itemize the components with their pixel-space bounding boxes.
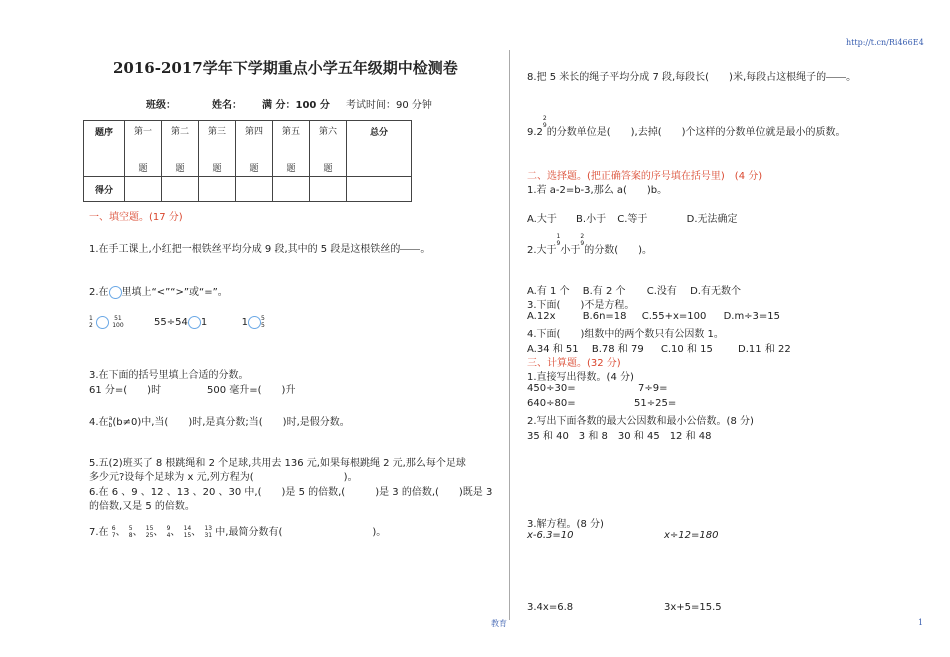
question-6-line1: 6.在 6 、9 、12 、13 、20 、30 中,( )是 5 的倍数,( )是 3 的倍数,( )既是 3 bbox=[89, 487, 493, 498]
question-7: 7.在 6 7、 5 8、 15 25、 9 4、 14 15、 13 31 中,最简分数有( )。 bbox=[89, 525, 387, 539]
score-cell-6[interactable] bbox=[310, 177, 347, 202]
equation-2: x÷12=180 bbox=[664, 530, 719, 541]
score-table-header-label: 题序 bbox=[84, 121, 125, 177]
question-5-line2: 多少元?设每个足球为 x 元,列方程为( )。 bbox=[89, 472, 358, 483]
equation-3: 3.4x=6.8 bbox=[527, 602, 574, 613]
question-8: 8.把 5 米长的绳子平均分成 7 段,每段长( )米,每段占这根绳子的 。 bbox=[527, 68, 856, 85]
score-table-col-3: 第三 题 bbox=[199, 121, 236, 177]
calc-3: 3.解方程。(8 分) bbox=[527, 519, 604, 530]
calc-1-item-4: 51÷25= bbox=[634, 398, 677, 409]
score-table-col-5: 第五 题 bbox=[273, 121, 310, 177]
score-table-col-1: 第一 题 bbox=[125, 121, 162, 177]
calc-1: 1.直接写出得数。(4 分) bbox=[527, 372, 634, 383]
choice-4-options: A.34 和 51 B.78 和 79 C.10 和 15 D.11 和 22 bbox=[527, 344, 791, 355]
calc-1-item-1: 450÷30= bbox=[527, 383, 576, 394]
calc-2: 2.写出下面各数的最大公因数和最小公倍数。(8 分) bbox=[527, 416, 754, 427]
question-3-a: 61 分=( )时 bbox=[89, 385, 162, 396]
compare-circle[interactable] bbox=[109, 286, 122, 299]
section3-heading: 三、计算题。(32 分) bbox=[527, 358, 621, 369]
footer-center-link[interactable]: 教育 bbox=[491, 619, 507, 628]
question-2-row: 1 2 51 100 55÷54 1 1 5 5 bbox=[89, 315, 265, 329]
score-cell-5[interactable] bbox=[273, 177, 310, 202]
score-cell-2[interactable] bbox=[162, 177, 199, 202]
header-url[interactable]: http://t.cn/Ri466E4 bbox=[846, 38, 924, 47]
score-cell-1[interactable] bbox=[125, 177, 162, 202]
choice-1: 1.若 a-2=b-3,那么 a( )b。 bbox=[527, 185, 668, 196]
page-number: 1 bbox=[918, 618, 924, 627]
exam-time-label: 考试时间：90 分钟 bbox=[346, 100, 432, 111]
question-3: 3.在下面的括号里填上合适的分数。 bbox=[89, 370, 249, 381]
choice-1-options: A.大于 B.小于 C.等于 D.无法确定 bbox=[527, 214, 738, 225]
score-table-total: 总分 bbox=[347, 121, 412, 177]
compare-circle-1[interactable] bbox=[96, 316, 109, 329]
equation-1: x-6.3=10 bbox=[527, 530, 574, 541]
class-label: 班级： bbox=[146, 100, 176, 111]
choice-3-options: A.12x B.6n=18 C.55+x=100 D.m÷3=15 bbox=[527, 311, 781, 322]
score-cell-4[interactable] bbox=[236, 177, 273, 202]
equation-4: 3x+5=15.5 bbox=[664, 602, 722, 613]
column-divider bbox=[509, 50, 510, 620]
score-table-col-6: 第六 题 bbox=[310, 121, 347, 177]
question-6-line2: 的倍数,又是 5 的倍数。 bbox=[89, 501, 195, 512]
full-score-label: 满 分：100 分 bbox=[262, 100, 330, 111]
question-4: 4.在a b(b≠0)中,当( )时,是真分数;当( )时,是假分数。 bbox=[89, 415, 350, 429]
question-3-b: 500 毫升=( )升 bbox=[207, 385, 296, 396]
choice-4: 4.下面( )组数中的两个数只有公因数 1。 bbox=[527, 329, 724, 340]
choice-2-options: A.有 1 个 B.有 2 个 C.没有 D.有无数个 bbox=[527, 286, 741, 297]
score-cell-3[interactable] bbox=[199, 177, 236, 202]
calc-1-item-3: 640÷80= bbox=[527, 398, 576, 409]
exam-title: 2016-2017学年下学期重点小学五年级期中检测卷 bbox=[113, 59, 458, 77]
name-label: 姓名： bbox=[212, 100, 242, 111]
compare-circle-2[interactable] bbox=[188, 316, 201, 329]
compare-circle-3[interactable] bbox=[248, 316, 261, 329]
score-table-score-label: 得分 bbox=[84, 177, 125, 202]
question-2: 2.在 里填上“<”“>”或“=”。 bbox=[89, 287, 228, 298]
score-cell-total[interactable] bbox=[347, 177, 412, 202]
choice-3: 3.下面( )不是方程。 bbox=[527, 300, 635, 311]
question-9: 9.22 9的分数单位是( ),去掉( )个这样的分数单位就是最小的质数。 bbox=[527, 115, 846, 138]
score-table-col-4: 第四 题 bbox=[236, 121, 273, 177]
calc-2-items: 35 和 40 3 和 8 30 和 45 12 和 48 bbox=[527, 431, 712, 442]
section2-heading: 二、选择题。(把正确答案的序号填在括号里) (4 分) bbox=[527, 171, 763, 182]
choice-2: 2.大于1 9小于2 9的分数( )。 bbox=[527, 233, 653, 256]
calc-1-item-2: 7÷9= bbox=[638, 383, 668, 394]
score-table-col-2: 第二 题 bbox=[162, 121, 199, 177]
section1-heading: 一、填空题。(17 分) bbox=[89, 212, 183, 223]
question-1: 1.在手工课上,小红把一根铁丝平均分成 9 段,其中的 5 段是这根铁丝的 。 bbox=[89, 240, 430, 257]
score-table bbox=[83, 120, 412, 202]
question-5-line1: 5.五(2)班买了 8 根跳绳和 2 个足球,共用去 136 元,如果每根跳绳 2 元,那么每个足球 bbox=[89, 458, 466, 469]
